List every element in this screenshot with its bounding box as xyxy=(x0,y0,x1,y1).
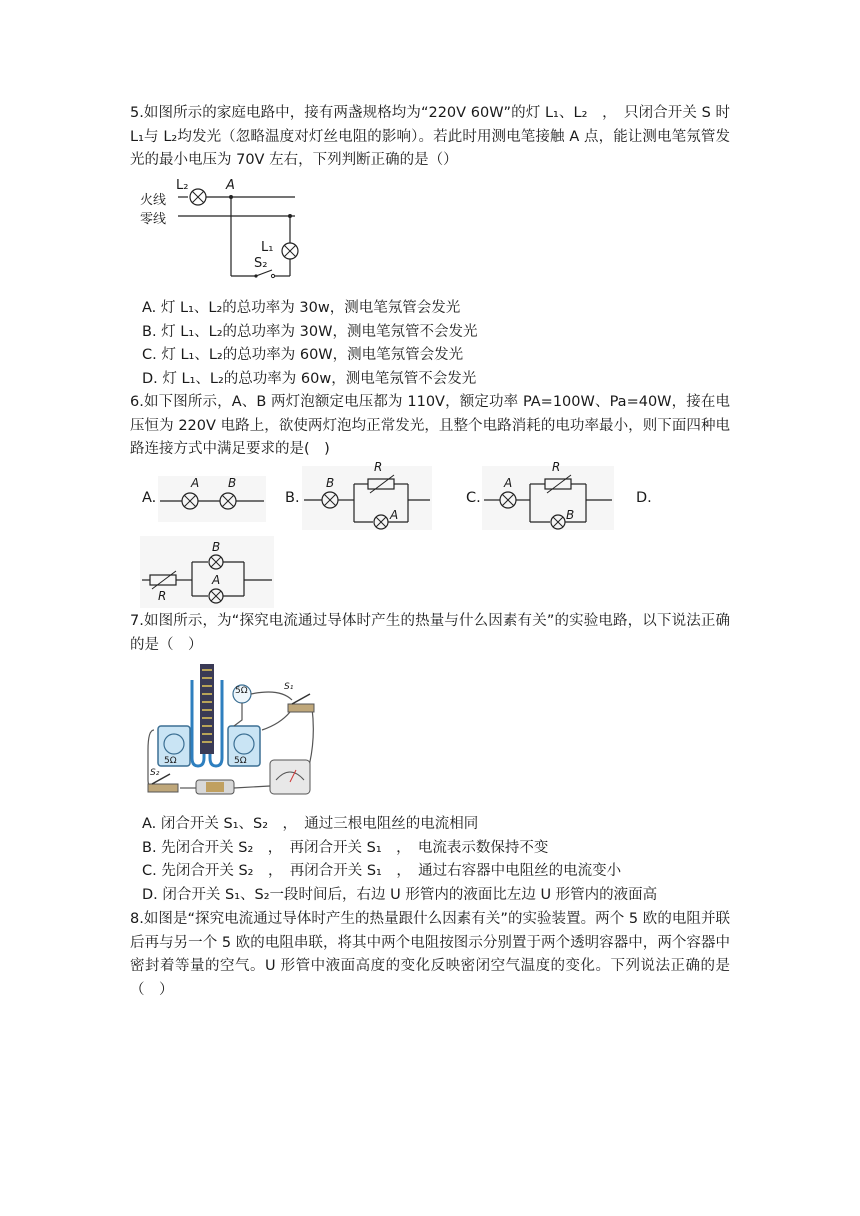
switch-s2-label: S₂ xyxy=(254,256,268,271)
q6-option-d-label: D. xyxy=(636,490,652,506)
q6a-lamp-b-label: B xyxy=(228,476,237,490)
question-8-text: 8.如图是“探究电流通过导体时产生的热量跟什么因素有关”的实验装置。两个 5 欧的电阻并联后再与另一个 5 欧的电阻串联，将其中两个电阻按图示分别置于两个透明容器中，两个容器中密封着等量的空气。U 形管中液面高度的变化反映密闭空气温度的变化。下列说法正确的是（ ） xyxy=(130,911,730,998)
q6-option-c-label: C. xyxy=(466,490,481,506)
q7-right-resistor-label: 5Ω xyxy=(234,756,247,766)
q6-circuit-a xyxy=(158,476,266,522)
q5-option-b: B. 灯 L₁、L₂的总功率为 30W，测电笔氖管不会发光 xyxy=(142,324,478,340)
q7-option-b: B. 先闭合开关 S₂ ， 再闭合开关 S₁ ， 电流表示数保持不变 xyxy=(142,840,549,856)
q6c-lamp-a-label: A xyxy=(504,476,513,490)
q7-top-resistor-label: 5Ω xyxy=(235,686,248,696)
q7-option-a: A. 闭合开关 S₁、S₂ ， 通过三根电阻丝的电流相同 xyxy=(142,816,479,832)
q6a-lamp-a-label: A xyxy=(191,476,200,490)
q5-option-d: D. 灯 L₁、L₂的总功率为 60w，测电笔氖管不会发光 xyxy=(142,371,477,387)
q6b-lamp-a-label: A xyxy=(390,508,399,522)
q6-option-a-label: A. xyxy=(142,490,157,506)
question-6-text: 6.如下图所示，A、B 两灯泡额定电压都为 110V，额定功率 PA=100W、Pa=40W，接在电压恒为 220V 电路上，欲使两灯泡均正常发光，且整个电路消耗的电功率最小，则下面四种电路连接方式中满足要求的是( ) xyxy=(130,394,730,457)
live-wire-label: 火线 xyxy=(140,193,167,208)
q6-option-b-label: B. xyxy=(285,490,300,506)
q6c-lamp-b-label: B xyxy=(566,508,575,522)
q7-option-d: D. 闭合开关 S₁、S₂一段时间后，右边 U 形管内的液面比左边 U 形管内的液面高 xyxy=(142,887,658,903)
q7-option-c: C. 先闭合开关 S₂ ， 再闭合开关 S₁ ， 通过右容器中电阻丝的电流变小 xyxy=(142,863,622,879)
q7-switch-s2-label: S₂ xyxy=(150,768,160,778)
q7-switch-s1-label: S₁ xyxy=(284,682,294,692)
q6c-resistor-label: R xyxy=(552,460,561,474)
neutral-wire-label: 零线 xyxy=(140,212,167,227)
question-7-text: 7.如图所示，为“探究电流通过导体时产生的热量与什么因素有关”的实验电路，以下说法正确的是（ ） xyxy=(130,613,730,653)
q5-option-a: A. 灯 L₁、L₂的总功率为 30w，测电笔氖管会发光 xyxy=(142,300,461,316)
q6d-lamp-b-label: B xyxy=(212,540,221,554)
q6d-lamp-a-label: A xyxy=(212,573,221,587)
lamp-l1-label: L₁ xyxy=(261,240,274,255)
q6-circuit-c xyxy=(482,460,614,530)
q6b-resistor-label: R xyxy=(374,460,383,474)
point-a-label: A xyxy=(226,178,235,193)
question-5-text: 5.如图所示的家庭电路中，接有两盏规格均为“220V 60W”的灯 L₁、L₂ ， 只闭合开关 S 时 L₁与 L₂均发光（忽略温度对灯丝电阻的影响）。若此时用测电笔接触 A 点，能让测电笔氖管发光的最小电压为 70V 左右，下列判断正确的是（） xyxy=(130,105,730,168)
q6d-resistor-label: R xyxy=(158,589,167,603)
q6-circuit-d xyxy=(140,536,274,608)
q7-experiment-apparatus xyxy=(140,660,320,806)
q5-circuit-diagram xyxy=(140,176,310,288)
q6b-lamp-b-label: B xyxy=(326,476,335,490)
lamp-l2-label: L₂ xyxy=(176,178,189,193)
q7-left-resistor-label: 5Ω xyxy=(164,756,177,766)
q5-option-c: C. 灯 L₁、L₂的总功率为 60W，测电笔氖管会发光 xyxy=(142,347,464,363)
q6-circuit-b xyxy=(302,460,432,530)
